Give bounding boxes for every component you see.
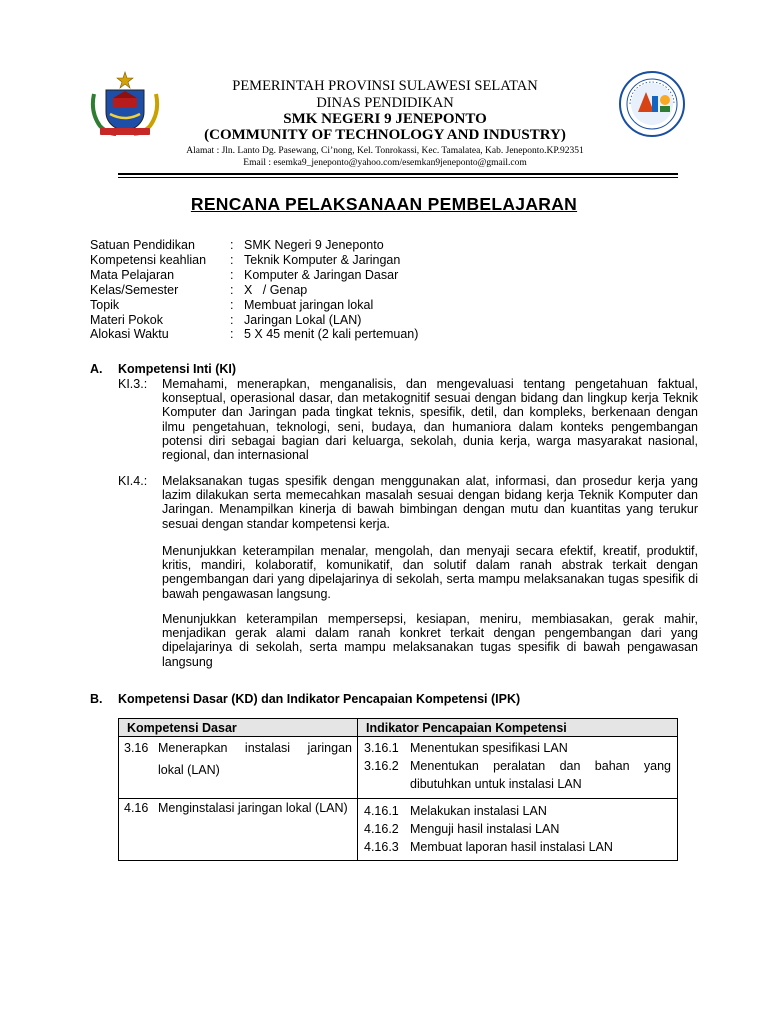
info-label: Kelas/Semester (90, 282, 179, 297)
info-row (90, 268, 418, 283)
indicator-number: 4.16.3 (364, 840, 399, 854)
info-value: Membuat jaringan lokal (244, 297, 374, 312)
section-title: Kompetensi Dasar (KD) dan Indikator Pencapaian Kompetensi (IPK) (118, 692, 521, 706)
indicator-number: 3.16.2 (364, 759, 399, 773)
info-label: Mata Pelajaran (90, 267, 175, 282)
table-row (119, 799, 678, 861)
indicator-number: 4.16.2 (364, 822, 399, 836)
section-letter: A. (90, 362, 103, 376)
indicator-cell (358, 799, 678, 861)
info-value: Teknik Komputer & Jaringan (244, 252, 401, 267)
info-value: Komputer & Jaringan Dasar (244, 267, 399, 282)
document-title: RENCANA PELAKSANAAN PEMBELAJARAN (190, 194, 578, 214)
kd-text: Menginstalasi jaringan lokal (LAN) (158, 801, 348, 815)
identity-block (90, 238, 418, 342)
letterhead-tagline: (COMMUNITY OF TECHNOLOGY AND INDUSTRY) (204, 127, 566, 143)
indicator-number: 4.16.1 (364, 804, 399, 818)
section-title: Kompetensi Inti (KI) (118, 362, 237, 376)
indicator-item (364, 739, 671, 757)
letterhead-divider (118, 173, 678, 175)
indicator-text: Menguji hasil instalasi LAN (410, 822, 560, 836)
indicator-text: Melakukan instalasi LAN (410, 804, 547, 818)
ki4-text-1: Melaksanakan tugas spesifik dengan menggunakan alat, informasi, dan prosedur kerja yang lazim dilakukan serta memecahkan masalah sesuai dengan bidang kerja Teknik Komputer dan Jaringan. Menampilkan kinerja di bawah bimbingan dengan mutu dan kuantitas yang terukur sesuai dengan standar kompetensi kerja. (162, 474, 698, 531)
indicator-number: 3.16.1 (364, 741, 399, 755)
ki3-text: Memahami, menerapkan, menganalisis, dan mengevaluasi tentang pengetahuan faktual, konseptual, operasional dasar, dan metakognitif sesuai dengan bidang dan lingkup kerja Teknik Komputer dan Jaringan pada tingkat teknis, spesifik, detil, dan kompleks, berkenaan dengan ilmu pengetahuan, teknologi, seni, budaya, dan humaniora dalam konteks pengembangan potensi diri sebagai bagian dari keluarga, sekolah, dunia kerja, warga masyarakat nasional, regional, dan internasional (162, 377, 698, 463)
ki3-code: KI.3.: (118, 377, 148, 391)
info-separator: : (230, 327, 234, 342)
section-b-heading (90, 692, 520, 706)
info-label: Satuan Pendidikan (90, 238, 195, 252)
indicator-text: Membuat laporan hasil instalasi LAN (410, 840, 613, 854)
letterhead-government: PEMERINTAH PROVINSI SULAWESI SELATAN (232, 78, 538, 94)
indicator-text: Menentukan peralatan dan bahan yang dibutuhkan untuk instalasi LAN (410, 759, 671, 791)
letterhead-address: Alamat : Jln. Lanto Dg. Pasewang, Ci’nong, Kel. Tonrokassi, Kec. Tamalatea, Kab. Jeneponto.KP.92351 (186, 146, 584, 156)
info-separator: : (230, 252, 234, 267)
info-row (90, 327, 418, 342)
info-label: Alokasi Waktu (90, 327, 169, 342)
kd-text: Menerapkan instalasi jaringan lokal (LAN) (158, 741, 352, 777)
info-value: SMK Negeri 9 Jeneponto (244, 238, 384, 252)
info-separator: : (230, 238, 234, 252)
info-value: Jaringan Lokal (LAN) (244, 312, 362, 327)
info-row (90, 238, 418, 253)
info-label: Materi Pokok (90, 312, 163, 327)
kd-table (118, 718, 678, 861)
info-separator: : (230, 297, 234, 312)
ki4-text-3: Menunjukkan keterampilan mempersepsi, kesiapan, meniru, membiasakan, gerak mahir, menjadikan gerak alami dalam ranah konkret terkait dengan pengembangan dari yang dipelajarinya di sekolah, serta mampu melaksanakan tugas spesifik di bawah pengawasan langsung (162, 612, 698, 669)
info-separator: : (230, 267, 234, 282)
info-separator: : (230, 282, 234, 297)
letterhead-department: DINAS PENDIDIKAN (316, 95, 454, 111)
column-header-kd: Kompetensi Dasar (119, 719, 358, 737)
letterhead-email: Email : esemka9_jeneponto@yahoo.com/esemkan9jeneponto@gmail.com (243, 158, 527, 168)
ki4-code: KI.4.: (118, 474, 148, 488)
section-a-heading (90, 362, 236, 376)
info-row (90, 313, 418, 328)
letterhead-divider-thin (118, 177, 678, 178)
kd-number: 3.16 (124, 741, 149, 755)
kd-cell (119, 737, 358, 799)
column-header-ipk: Indikator Pencapaian Kompetensi (358, 719, 678, 737)
info-value: X / Genap (244, 282, 308, 297)
indicator-item (364, 820, 671, 838)
info-separator: : (230, 312, 234, 327)
indicator-item (364, 757, 671, 793)
school-logo-icon (618, 70, 686, 138)
table-row (119, 737, 678, 799)
info-label: Topik (90, 297, 120, 312)
info-row (90, 283, 418, 298)
letterhead-school-name: SMK NEGERI 9 JENEPONTO (283, 111, 487, 127)
info-value: 5 X 45 menit (2 kali pertemuan) (244, 327, 419, 342)
kd-number: 4.16 (124, 801, 149, 815)
indicator-cell (358, 737, 678, 799)
indicator-item (364, 838, 671, 856)
table-header-row (119, 719, 678, 737)
info-label: Kompetensi keahlian (90, 252, 207, 267)
info-row (90, 253, 418, 268)
indicator-text: Menentukan spesifikasi LAN (410, 741, 568, 755)
indicator-item (364, 802, 671, 820)
info-row (90, 298, 418, 313)
section-letter: B. (90, 692, 103, 706)
ki4-text-2: Menunjukkan keterampilan menalar, mengolah, dan menyaji secara efektif, kreatif, produktif, kritis, mandiri, kolaboratif, komunikatif, dan solutif dalam ranah abstrak terkait dengan pengembangan dari yang dipelajarinya di sekolah, serta mampu melaksanakan tugas spesifik di bawah pengawasan langsung. (162, 544, 698, 601)
kd-cell (119, 799, 358, 861)
